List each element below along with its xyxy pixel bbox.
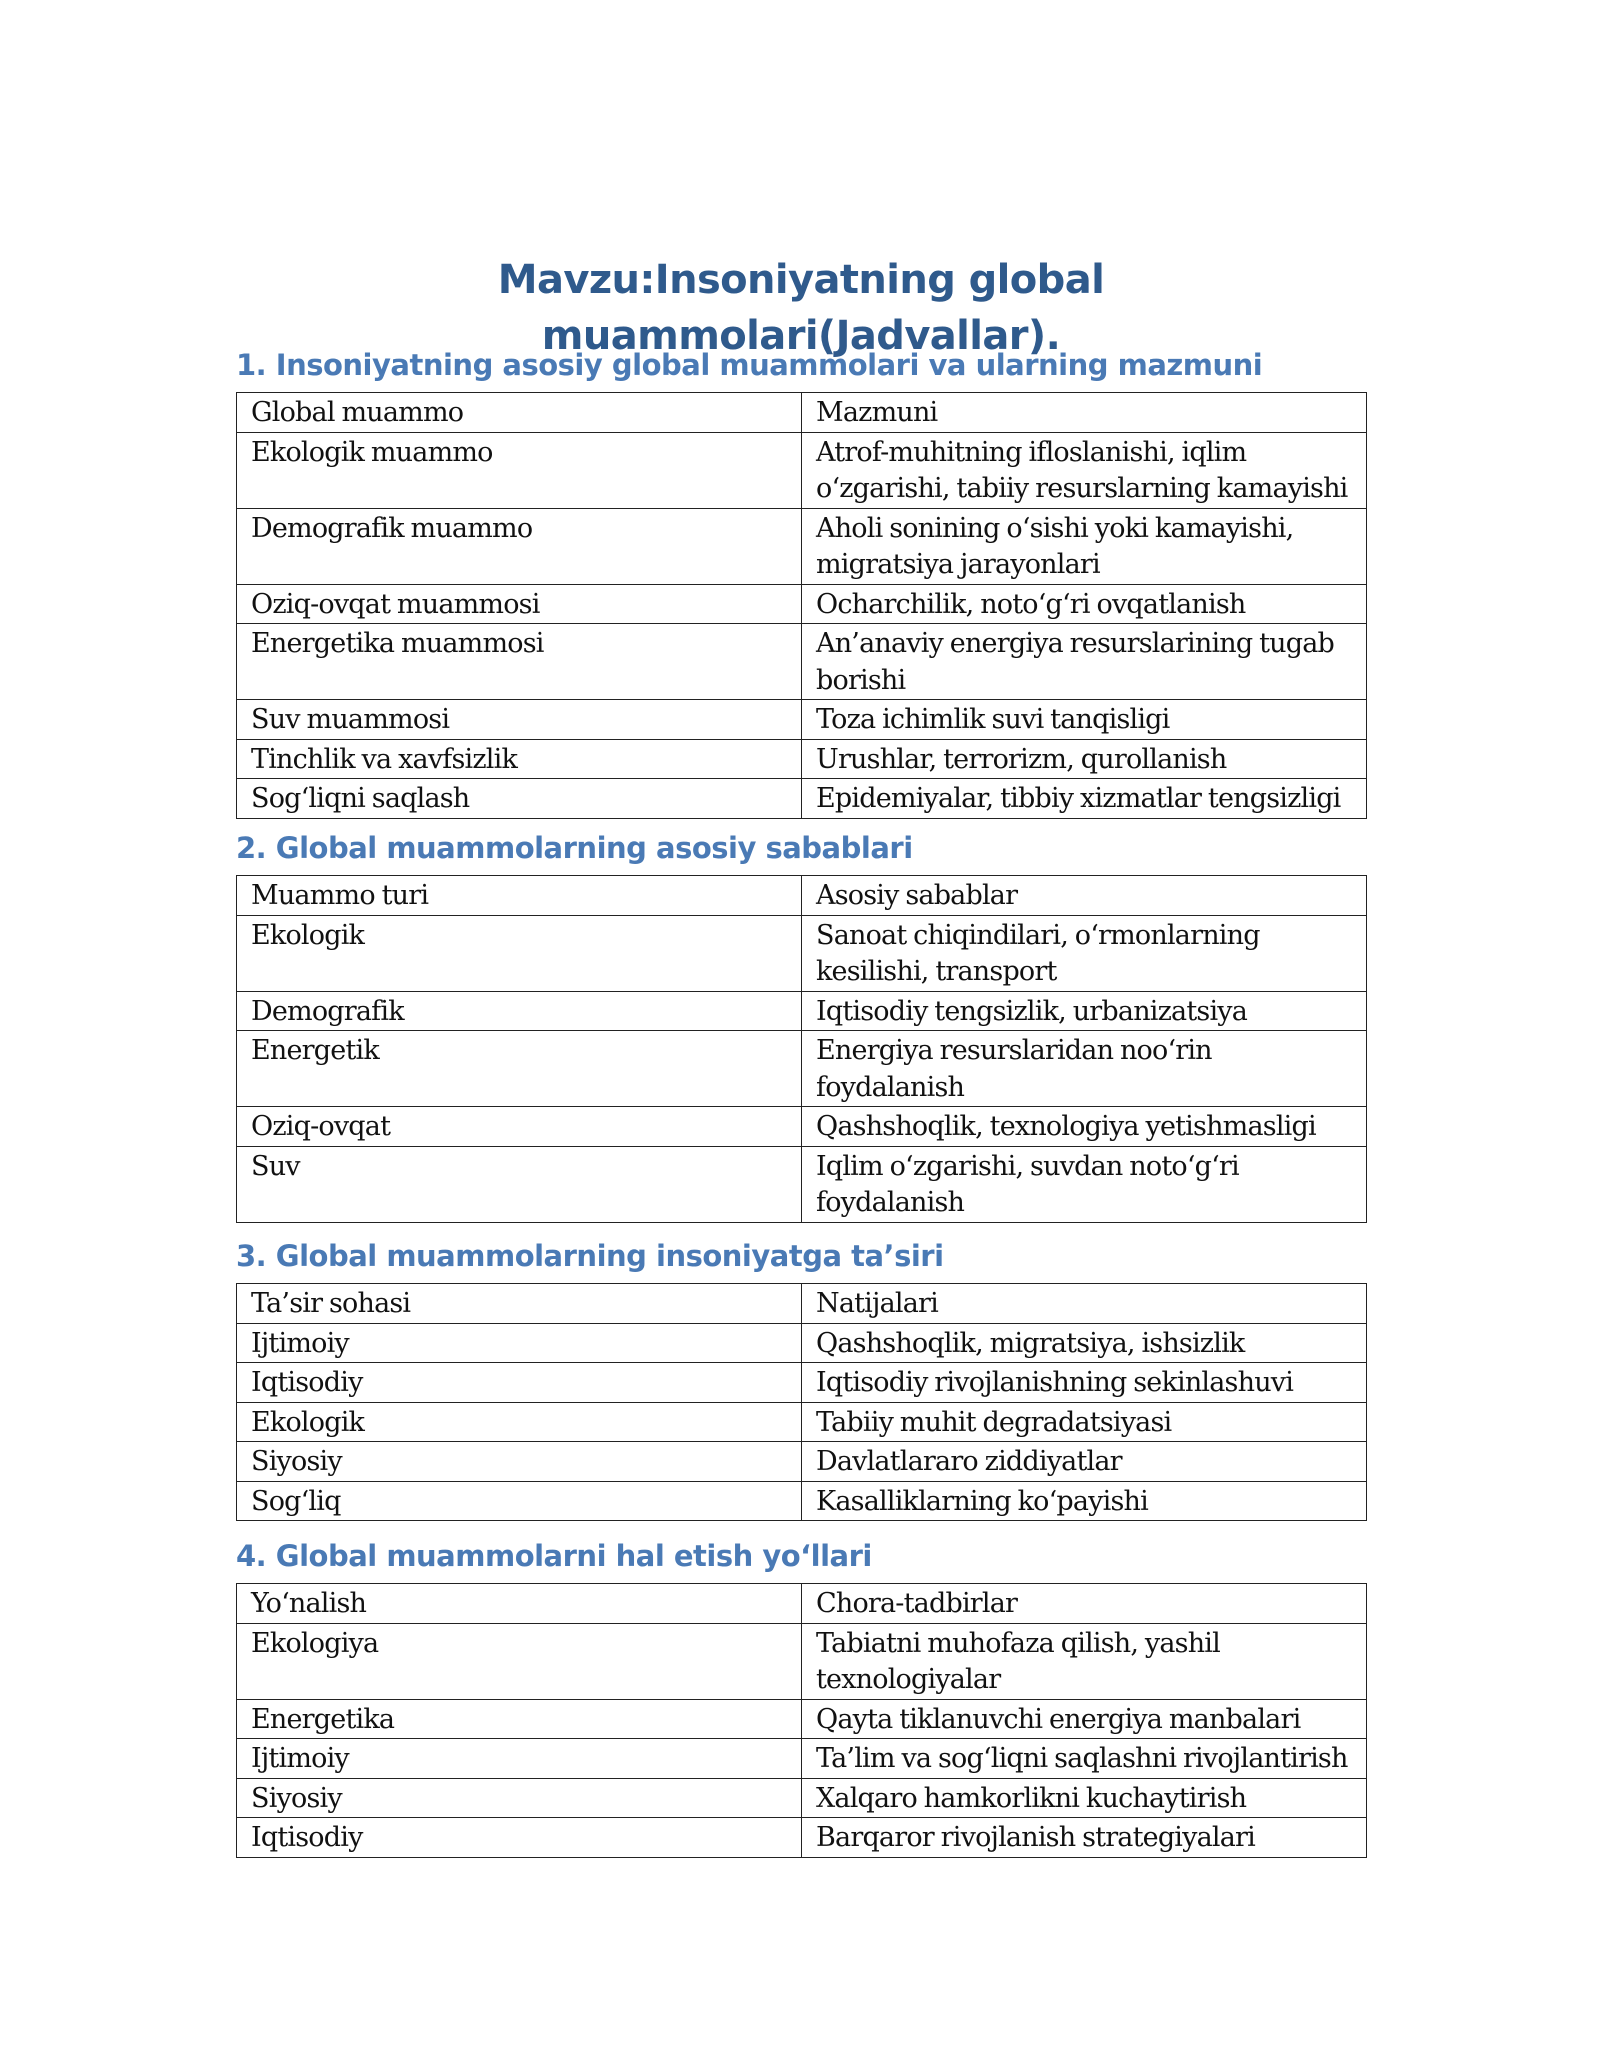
table-row — [237, 1818, 1367, 1858]
table-cell: Ekologiya — [237, 1623, 802, 1699]
table-cell: Atrof-muhitning ifloslanishi, iqlim o‘zgarishi, tabiiy resurslarning kamayishi — [802, 432, 1367, 508]
column-header: Global muammo — [237, 393, 802, 433]
table-cell: Sanoat chiqindilari, o‘rmonlarning kesilishi, transport — [802, 915, 1367, 991]
column-header: Yo‘nalish — [237, 1584, 802, 1624]
column-header: Natijalari — [802, 1284, 1367, 1324]
table-cell: Iqlim o‘zgarishi, suvdan noto‘g‘ri foydalanish — [802, 1146, 1367, 1222]
table-cell: Energetik — [237, 1031, 802, 1107]
table-cell: An’anaviy energiya resurslarining tugab borishi — [802, 624, 1367, 700]
table-cell: Ekologik — [237, 1402, 802, 1442]
table-cell: Toza ichimlik suvi tanqisligi — [802, 700, 1367, 740]
table-cell: Ta’lim va sog‘liqni saqlashni rivojlantirish — [802, 1739, 1367, 1779]
table-cell: Iqtisodiy tengsizlik, urbanizatsiya — [802, 991, 1367, 1031]
table-row — [237, 1402, 1367, 1442]
problems-table — [236, 392, 1367, 819]
section-global-problems — [236, 344, 1366, 819]
table-cell: Suv muammosi — [237, 700, 802, 740]
table-cell: Energetika — [237, 1699, 802, 1739]
table-row — [237, 1323, 1367, 1363]
table-row — [237, 991, 1367, 1031]
section-solutions — [236, 1535, 1366, 1858]
column-header: Ta’sir sohasi — [237, 1284, 802, 1324]
table-row — [237, 1442, 1367, 1482]
section-heading: 2. Global muammolarning asosiy sabablari — [236, 831, 913, 865]
table-cell: Qayta tiklanuvchi energiya manbalari — [802, 1699, 1367, 1739]
table-cell: Tinchlik va xavfsizlik — [237, 739, 802, 779]
table-row — [237, 1481, 1367, 1521]
section-causes — [236, 827, 1366, 1223]
table-cell: Demografik muammo — [237, 508, 802, 584]
impact-table — [236, 1283, 1367, 1521]
table-cell: Tabiatni muhofaza qilish, yashil texnologiyalar — [802, 1623, 1367, 1699]
table-cell: Urushlar, terrorizm, qurollanish — [802, 739, 1367, 779]
table-row — [237, 1739, 1367, 1779]
table-row — [237, 1363, 1367, 1403]
table-cell: Ekologik muammo — [237, 432, 802, 508]
table-cell: Ijtimoiy — [237, 1739, 802, 1779]
table-row — [237, 700, 1367, 740]
column-header: Asosiy sabablar — [802, 876, 1367, 916]
table-cell: Tabiiy muhit degradatsiyasi — [802, 1402, 1367, 1442]
table-header-row — [237, 876, 1367, 916]
table-cell: Iqtisodiy — [237, 1818, 802, 1858]
table-cell: Barqaror rivojlanish strategiyalari — [802, 1818, 1367, 1858]
table-cell: Ocharchilik, noto‘g‘ri ovqatlanish — [802, 584, 1367, 624]
table-cell: Demografik — [237, 991, 802, 1031]
table-cell: Qashshoqlik, migratsiya, ishsizlik — [802, 1323, 1367, 1363]
solutions-table — [236, 1583, 1367, 1858]
table-cell: Ijtimoiy — [237, 1323, 802, 1363]
table-cell: Energetika muammosi — [237, 624, 802, 700]
table-row — [237, 584, 1367, 624]
table-cell: Siyosiy — [237, 1778, 802, 1818]
table-cell: Sog‘liq — [237, 1481, 802, 1521]
table-row — [237, 1146, 1367, 1222]
table-header-row — [237, 1584, 1367, 1624]
table-header-row — [237, 393, 1367, 433]
section-heading: 4. Global muammolarni hal etish yo‘llari — [236, 1539, 872, 1573]
table-cell: Xalqaro hamkorlikni kuchaytirish — [802, 1778, 1367, 1818]
table-cell: Iqtisodiy rivojlanishning sekinlashuvi — [802, 1363, 1367, 1403]
table-cell: Qashshoqlik, texnologiya yetishmasligi — [802, 1107, 1367, 1147]
table-cell: Kasalliklarning ko‘payishi — [802, 1481, 1367, 1521]
table-row — [237, 779, 1367, 819]
table-row — [237, 1623, 1367, 1699]
table-cell: Oziq-ovqat muammosi — [237, 584, 802, 624]
table-cell: Aholi sonining o‘sishi yoki kamayishi, migratsiya jarayonlari — [802, 508, 1367, 584]
table-row — [237, 1699, 1367, 1739]
table-row — [237, 739, 1367, 779]
table-row — [237, 1778, 1367, 1818]
column-header: Mazmuni — [802, 393, 1367, 433]
table-row — [237, 432, 1367, 508]
table-header-row — [237, 1284, 1367, 1324]
section-impact — [236, 1235, 1366, 1521]
table-row — [237, 1031, 1367, 1107]
table-cell: Suv — [237, 1146, 802, 1222]
column-header: Chora-tadbirlar — [802, 1584, 1367, 1624]
causes-table — [236, 875, 1367, 1223]
table-cell: Sog‘liqni saqlash — [237, 779, 802, 819]
table-cell: Oziq-ovqat — [237, 1107, 802, 1147]
table-cell: Epidemiyalar, tibbiy xizmatlar tengsizligi — [802, 779, 1367, 819]
table-cell: Siyosiy — [237, 1442, 802, 1482]
table-row — [237, 508, 1367, 584]
table-row — [237, 1107, 1367, 1147]
page-title: Mavzu:Insoniyatning global muammolari(Jadvallar). — [497, 257, 1105, 359]
table-cell: Energiya resurslaridan noo‘rin foydalanish — [802, 1031, 1367, 1107]
column-header: Muammo turi — [237, 876, 802, 916]
table-cell: Ekologik — [237, 915, 802, 991]
table-cell: Iqtisodiy — [237, 1363, 802, 1403]
table-cell: Davlatlararo ziddiyatlar — [802, 1442, 1367, 1482]
section-heading: 1. Insoniyatning asosiy global muammolari va ularning mazmuni — [236, 348, 1263, 382]
table-row — [237, 624, 1367, 700]
table-row — [237, 915, 1367, 991]
section-heading: 3. Global muammolarning insoniyatga ta’siri — [236, 1239, 944, 1273]
